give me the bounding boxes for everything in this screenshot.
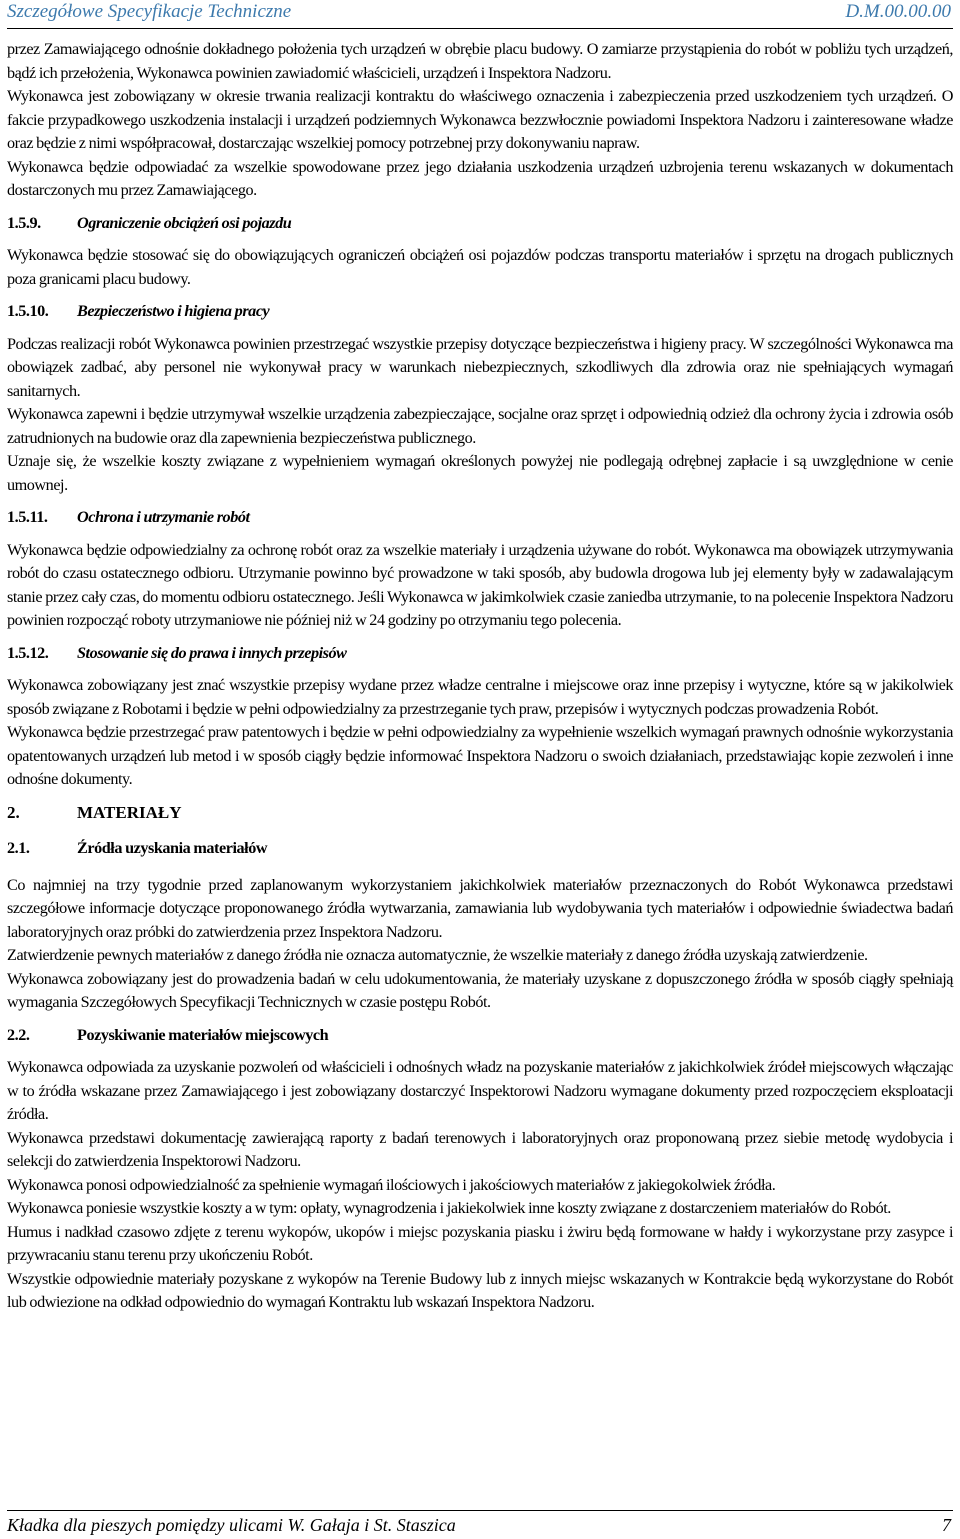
section-number: 1.5.10. xyxy=(7,302,49,320)
paragraph: Wykonawca będzie stosować się do obowiązujących ograniczeń obciążeń osi pojazdów podczas transportu materiałów i sprzętu na drogach publicznych poza granicami placu budowy. xyxy=(7,246,953,288)
paragraph: Humus i nadkład czasowo zdjęte z terenu wykopów, ukopów i miejsc pozyskania piasku i żwiru będą formowane w hałdy i wykorzystane przy zasypce i przywracaniu stanu terenu przy ukończeniu Robót. xyxy=(7,1222,953,1264)
paragraph: Wykonawca zobowiązany jest znać wszystkie przepisy wydane przez władze centralne i miejscowe oraz inne przepisy i wytyczne, które są w jakikolwiek sposób związane z Robotami i będzie w pełni odpowiedzialny za przestrzeganie tych praw, przepisów i wytycznych podczas prowadzenia Robót. xyxy=(7,676,953,718)
paragraph: Uznaje się, że wszelkie koszty związane z wypełnieniem wymagań określonych powyżej nie podlegają odrębnej zapłacie i są uwzględnione w cenie umownej. xyxy=(7,452,953,494)
section-title: Źródła uzyskania materiałów xyxy=(77,839,268,857)
section-number: 1.5.9. xyxy=(7,213,41,232)
section-number: 2. xyxy=(7,802,20,822)
section-number: 1.5.12. xyxy=(7,643,49,662)
section-heading-1-5-11 xyxy=(7,506,953,530)
page-number: 7 xyxy=(942,1515,951,1535)
project-name: Kładka dla pieszych pomiędzy ulicami W. Gałaja i St. Staszica xyxy=(7,1515,456,1535)
section-number: 2.2. xyxy=(7,1025,30,1044)
section-number: 2.1. xyxy=(7,839,30,857)
document-title: Szczegółowe Specyfikacje Techniczne xyxy=(7,1,292,22)
paragraph: przez Zamawiającego odnośnie dokładnego położenia tych urządzeń w obrębie placu budowy. O zamiarze przystąpienia do robót w pobliżu tych urządzeń, bądź ich przełożenia, Wykonawca powinien zawiadomić właścicieli, urządzeń i Inspektora Nadzoru. xyxy=(7,40,953,82)
paragraph: Wykonawca będzie odpowiedzialny za ochronę robót oraz za wszelkie materiały i urządzenia używane do robót. Wykonawca ma obowiązek utrzymywania robót do czasu ostatecznego odbioru. Utrzymanie powinno być prowadzone w taki sposób, aby budowla drogowa lub jej elementy były w zadawalającym stanie przez cały czas, do momentu odbioru ostatecznego. Jeśli Wykonawca w jakimkolwiek czasie zaniedba utrzymanie, to na polecenie Inspektora Nadzoru powinien rozpocząć roboty utrzymaniowe nie później niż w 24 godziny po otrzymaniu tego polecenia. xyxy=(7,540,953,629)
paragraph: Wykonawca poniesie wszystkie koszty a w tym: opłaty, wynagrodzenia i jakiekolwiek inne koszty związane z dostarczeniem materiałów do Robót. xyxy=(7,1199,891,1217)
section-heading-1-5-12 xyxy=(7,642,953,666)
document-code: D.M.00.00.00 xyxy=(845,1,951,22)
paragraph: Wykonawca odpowiada za uzyskanie pozwoleń od właścicieli i odnośnych władz na pozyskanie materiałów z jakichkolwiek źródeł miejscowych włączając w to źródła wskazane przez Zamawiającego i jest zobowiązany dostarczyć Inspektorowi Nadzoru wymagane dokumenty przed rozpoczęciem eksploatacji źródła. xyxy=(7,1058,953,1123)
section-title: Stosowanie się do prawa i innych przepisów xyxy=(77,643,347,662)
page-header xyxy=(7,0,953,29)
page-footer xyxy=(7,1510,953,1539)
section-heading-2-1 xyxy=(7,837,953,861)
paragraph: Wykonawca zapewni i będzie utrzymywał wszelkie urządzenia zabezpieczające, socjalne oraz sprzęt i odpowiednią odzież dla ochrony życia i zdrowia osób zatrudnionych na budowie oraz dla zapewnienia bezpieczeństwa publicznego. xyxy=(7,405,953,447)
paragraph: Wszystkie odpowiednie materiały pozyskane z wykopów na Terenie Budowy lub z innych miejsc wskazanych w Kontrakcie będą wykorzystane do Robót lub odwiezione na odkład odpowiednio do wymagań Kontraktu lub wskazań Inspektora Nadzoru. xyxy=(7,1269,953,1311)
section-title: MATERIAŁY xyxy=(77,802,182,822)
section-heading-1-5-10 xyxy=(7,300,953,324)
section-title: Pozyskiwanie materiałów miejscowych xyxy=(77,1025,329,1044)
paragraph: Wykonawca będzie odpowiadać za wszelkie spowodowane przez jego działania uszkodzenia urządzeń uzbrojenia terenu wskazanych w dokumentach dostarczonych mu przez Zamawiającego. xyxy=(7,157,953,199)
section-heading-2 xyxy=(7,801,953,825)
page-content xyxy=(7,38,953,1315)
paragraph: Co najmniej na trzy tygodnie przed zaplanowanym wykorzystaniem jakichkolwiek materiałów przeznaczonych do Robót Wykonawca przedstawi szczegółowe informacje dotyczące proponowanego źródła wytwarzania, zamawiania lub wydobywania tych materiałów i odpowiednie świadectwa badań laboratoryjnych oraz próbki do zatwierdzenia przez Inspektora Nadzoru. xyxy=(7,875,953,941)
paragraph: Zatwierdzenie pewnych materiałów z danego źródła nie oznacza automatycznie, że wszelkie materiały z danego źródła uzyskają zatwierdzenie. xyxy=(7,946,868,964)
section-heading-2-2 xyxy=(7,1024,953,1048)
paragraph: Wykonawca ponosi odpowiedzialność za spełnienie wymagań ilościowych i jakościowych materiałów z jakiegokolwiek źródła. xyxy=(7,1175,776,1194)
section-title: Ochrona i utrzymanie robót xyxy=(77,508,250,526)
paragraph: Podczas realizacji robót Wykonawca powinien przestrzegać wszystkie przepisy dotyczące bezpieczeństwa i higieny pracy. W szczególności Wykonawca ma obowiązek zadbać, aby personel nie wykonywał pracy w warunkach niebezpiecznych, szkodliwych dla zdrowia oraz nie spełniających wymagań sanitarnych. xyxy=(7,334,953,400)
section-number: 1.5.11. xyxy=(7,508,48,526)
paragraph: Wykonawca zobowiązany jest do prowadzenia badań w celu udokumentowania, że materiały uzyskane z dopuszczonego źródła w sposób ciągły spełniają wymagania Szczegółowych Specyfikacji Technicznych w czasie postępu Robót. xyxy=(7,969,953,1011)
paragraph: Wykonawca przedstawi dokumentację zawierającą raporty z badań terenowych i laboratoryjnych oraz proponowaną przez siebie metodę wydobycia i selekcji do zatwierdzenia Inspektorowi Nadzoru. xyxy=(7,1128,953,1170)
section-title: Bezpieczeństwo i higiena pracy xyxy=(77,302,270,320)
paragraph: Wykonawca jest zobowiązany w okresie trwania realizacji kontraktu do właściwego oznaczenia i zabezpieczenia przed uszkodzeniem tych urządzeń. O fakcie przypadkowego uszkodzenia instalacji i urządzeń podziemnych Wykonawca bezzwłocznie powiadomi Inspektora Nadzoru i zainteresowane władze oraz będzie z nimi współpracował, dostarczając wszelkiej pomocy potrzebnej przy dokonywaniu napraw. xyxy=(7,87,953,152)
paragraph: Wykonawca będzie przestrzegać praw patentowych i będzie w pełni odpowiedzialny za wypełnienie wszelkich wymagań prawnych odnośnie wykorzystania opatentowanych urządzeń lub metod i w sposób ciągły będzie informować Inspektora Nadzoru o swoich działaniach, przedstawiając kopie zezwoleń i inne odnośne dokumenty. xyxy=(7,723,953,788)
section-heading-1-5-9 xyxy=(7,212,953,236)
section-title: Ograniczenie obciążeń osi pojazdu xyxy=(77,213,292,232)
